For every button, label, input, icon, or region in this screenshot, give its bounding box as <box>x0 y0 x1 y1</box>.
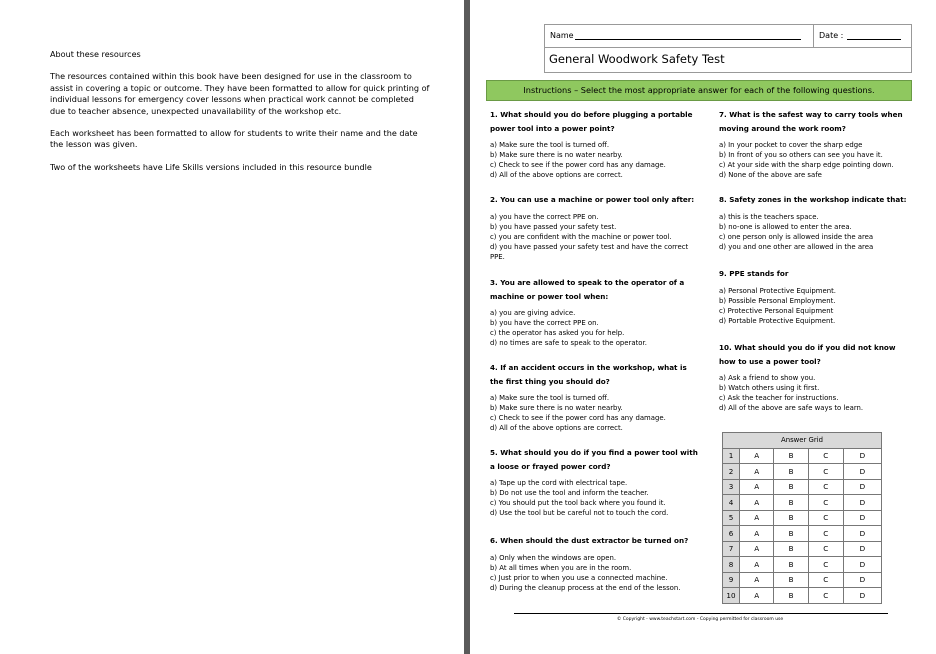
answer-row-number: 8 <box>723 557 740 573</box>
option: a) Only when the windows are open. <box>490 553 617 562</box>
answer-choice-a[interactable]: A <box>740 510 774 526</box>
option: b) you have passed your safety test. <box>490 222 617 231</box>
option: d) All of the above are safe ways to learn. <box>719 404 864 412</box>
question-7 <box>719 108 909 180</box>
answer-choice-b[interactable]: B <box>774 557 808 573</box>
option: b) In front of you so others can see you have it. <box>719 151 883 159</box>
option: c) one person only is allowed inside the area <box>719 232 874 241</box>
option: c) At your side with the sharp edge pointing down. <box>719 161 894 169</box>
answer-choice-a[interactable]: A <box>740 588 774 604</box>
header-rule <box>545 47 911 48</box>
option: b) Make sure there is no water nearby. <box>490 151 623 159</box>
option: c) the operator has asked you for help. <box>490 329 625 337</box>
answer-choice-a[interactable]: A <box>740 464 774 480</box>
option: b) Watch others using it first. <box>719 384 820 392</box>
question-text: 9. PPE stands for <box>719 269 789 278</box>
instructions-banner: Instructions – Select the most appropriate answer for each of the following questions. <box>486 80 912 101</box>
answer-choice-a[interactable]: A <box>740 541 774 557</box>
option: d) None of the above are safe <box>719 171 822 179</box>
question-text: 3. You are allowed to speak to the operator of a machine or power tool when: <box>490 278 685 301</box>
answer-choice-c[interactable]: C <box>808 588 843 604</box>
footer-rule <box>514 613 888 614</box>
option: c) Check to see if the power cord has any damage. <box>490 161 666 169</box>
answer-row-number: 1 <box>723 448 740 464</box>
answer-row-number: 4 <box>723 495 740 511</box>
page-title: General Woodwork Safety Test <box>549 52 725 66</box>
answer-choice-d[interactable]: D <box>843 510 881 526</box>
question-text: 1. What should you do before plugging a portable power tool into a power point? <box>490 110 693 133</box>
answer-choice-a[interactable]: A <box>740 526 774 542</box>
answer-row <box>723 572 882 588</box>
left-page <box>0 0 464 654</box>
question-text: 7. What is the safest way to carry tools when moving around the work room? <box>719 110 903 133</box>
option: a) In your pocket to cover the sharp edge <box>719 141 863 149</box>
question-text: 4. If an accident occurs in the workshop, what is the first thing you should do? <box>490 363 687 386</box>
answer-row <box>723 541 882 557</box>
answer-choice-b[interactable]: B <box>774 510 808 526</box>
answer-choice-b[interactable]: B <box>774 448 808 464</box>
answer-grid <box>722 432 882 604</box>
name-label: Name <box>550 31 574 40</box>
question-text: 2. You can use a machine or power tool only after: <box>490 195 695 204</box>
option: b) no-one is allowed to enter the area. <box>719 222 852 231</box>
date-label: Date : <box>819 31 844 40</box>
answer-choice-d[interactable]: D <box>843 572 881 588</box>
option: c) Ask the teacher for instructions. <box>719 394 839 402</box>
question-5 <box>490 446 702 518</box>
option: b) Make sure there is no water nearby. <box>490 404 623 412</box>
answer-row <box>723 526 882 542</box>
worksheet-header <box>544 24 912 73</box>
option: a) this is the teachers space. <box>719 212 819 221</box>
answer-choice-c[interactable]: C <box>808 572 843 588</box>
question-text: 6. When should the dust extractor be turned on? <box>490 536 689 545</box>
answer-choice-c[interactable]: C <box>808 541 843 557</box>
answer-choice-b[interactable]: B <box>774 588 808 604</box>
answer-choice-a[interactable]: A <box>740 495 774 511</box>
option: b) Possible Personal Employment. <box>719 296 836 305</box>
date-field[interactable] <box>847 39 901 40</box>
option: d) you and one other are allowed in the area <box>719 242 874 251</box>
option: d) Portable Protective Equipment. <box>719 316 836 325</box>
option: d) Use the tool but be careful not to touch the cord. <box>490 509 669 517</box>
answer-choice-a[interactable]: A <box>740 448 774 464</box>
answer-choice-c[interactable]: C <box>808 464 843 480</box>
answer-row-number: 3 <box>723 479 740 495</box>
header-divider <box>813 25 814 47</box>
answer-choice-b[interactable]: B <box>774 464 808 480</box>
answer-row-number: 9 <box>723 572 740 588</box>
question-3 <box>490 276 702 348</box>
answer-row <box>723 557 882 573</box>
about-section <box>50 49 430 184</box>
answer-row-number: 10 <box>723 588 740 604</box>
answer-choice-c[interactable]: C <box>808 479 843 495</box>
question-9 <box>719 267 909 326</box>
about-paragraph: The resources contained within this book have been designed for use in the classroom to assist in covering a topic or outcome. They have been formatted to allow for quick printing of individual lessons for emergency cover lessons when practical work cannot be completed due to teacher absence, unexpected unavailability of the workshop etc. <box>50 71 430 116</box>
answer-choice-b[interactable]: B <box>774 572 808 588</box>
option: d) During the cleanup process at the end of the lesson. <box>490 583 681 592</box>
answer-grid-title: Answer Grid <box>723 433 882 449</box>
answer-choice-d[interactable]: D <box>843 526 881 542</box>
option: d) no times are safe to speak to the operator. <box>490 339 647 347</box>
answer-choice-d[interactable]: D <box>843 479 881 495</box>
question-1 <box>490 108 702 180</box>
option: c) Check to see if the power cord has any damage. <box>490 414 666 422</box>
answer-choice-c[interactable]: C <box>808 495 843 511</box>
answer-row-number: 5 <box>723 510 740 526</box>
option: a) Personal Protective Equipment. <box>719 286 836 295</box>
question-10 <box>719 341 909 413</box>
option: b) you have the correct PPE on. <box>490 319 599 327</box>
answer-row <box>723 510 882 526</box>
question-text: 10. What should you do if you did not know how to use a power tool? <box>719 343 896 366</box>
option: d) All of the above options are correct. <box>490 424 623 432</box>
answer-row <box>723 495 882 511</box>
question-4 <box>490 361 702 433</box>
answer-choice-d[interactable]: D <box>843 557 881 573</box>
question-8 <box>719 193 909 252</box>
option: c) You should put the tool back where you found it. <box>490 499 666 507</box>
answer-choice-d[interactable]: D <box>843 541 881 557</box>
option: c) Protective Personal Equipment <box>719 306 834 315</box>
answer-choice-a[interactable]: A <box>740 572 774 588</box>
answer-row <box>723 588 882 604</box>
answer-choice-a[interactable]: A <box>740 557 774 573</box>
option: a) Ask a friend to show you. <box>719 374 816 382</box>
option: a) Make sure the tool is turned off. <box>490 394 610 402</box>
about-paragraph: Two of the worksheets have Life Skills versions included in this resource bundle <box>50 161 372 172</box>
answer-choice-d[interactable]: D <box>843 588 881 604</box>
answer-row <box>723 479 882 495</box>
answer-choice-b[interactable]: B <box>774 495 808 511</box>
option: a) Make sure the tool is turned off. <box>490 141 610 149</box>
name-field[interactable] <box>575 39 801 40</box>
answer-choice-d[interactable]: D <box>843 495 881 511</box>
answer-choice-c[interactable]: C <box>808 526 843 542</box>
about-paragraph: Each worksheet has been formatted to allow for students to write their name and the date the lesson was given. <box>50 128 418 150</box>
answer-choice-b[interactable]: B <box>774 526 808 542</box>
question-text: 5. What should you do if you find a power tool with a loose or frayed power cord? <box>490 448 698 471</box>
answer-row-number: 7 <box>723 541 740 557</box>
about-heading: About these resources <box>50 49 141 59</box>
option: d) you have passed your safety test and have the correct PPE. <box>490 242 689 261</box>
answer-choice-c[interactable]: C <box>808 448 843 464</box>
answer-choice-a[interactable]: A <box>740 479 774 495</box>
option: a) you are giving advice. <box>490 309 576 317</box>
option: d) All of the above options are correct. <box>490 171 623 179</box>
answer-choice-d[interactable]: D <box>843 448 881 464</box>
option: c) you are confident with the machine or power tool. <box>490 232 672 241</box>
option: c) Just prior to when you use a connected machine. <box>490 573 668 582</box>
option: a) you have the correct PPE on. <box>490 212 599 221</box>
answer-choice-d[interactable]: D <box>843 464 881 480</box>
answer-choice-c[interactable]: C <box>808 557 843 573</box>
answer-row-number: 2 <box>723 464 740 480</box>
question-text: 8. Safety zones in the workshop indicate that: <box>719 195 907 204</box>
answer-row <box>723 464 882 480</box>
option: a) Tape up the cord with electrical tape. <box>490 479 628 487</box>
question-2 <box>490 193 702 262</box>
option: b) Do not use the tool and inform the teacher. <box>490 489 649 497</box>
answer-row <box>723 448 882 464</box>
answer-choice-c[interactable]: C <box>808 510 843 526</box>
answer-choice-b[interactable]: B <box>774 541 808 557</box>
question-6 <box>490 534 702 593</box>
answer-row-number: 6 <box>723 526 740 542</box>
option: b) At all times when you are in the room. <box>490 563 632 572</box>
answer-choice-b[interactable]: B <box>774 479 808 495</box>
copyright-notice: © Copyright - www.teachstart.com - Copying permitted for classroom use <box>616 617 784 622</box>
